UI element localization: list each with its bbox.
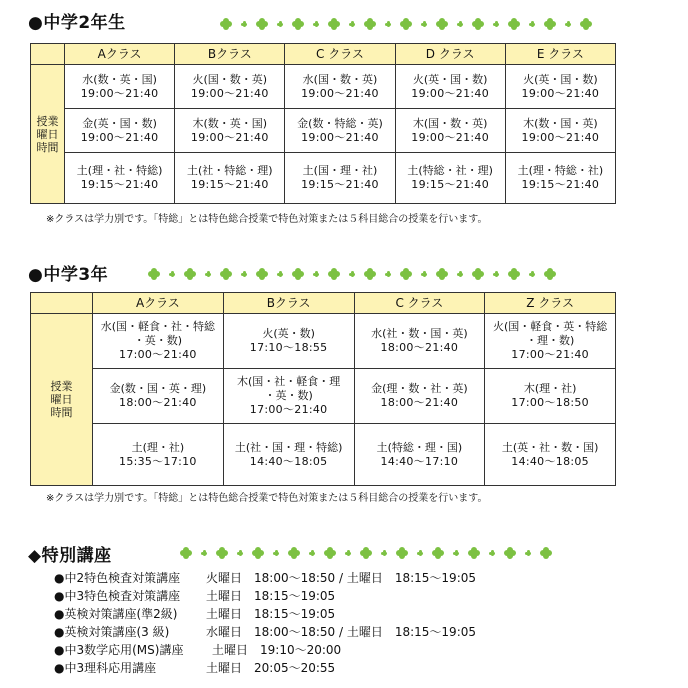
schedule-cell: 火(英・国・数) 19:00～21:40 [505,65,615,109]
special-heading: ◆特別講座 [28,546,112,566]
course-time: 土曜日 19:10～20:00 [212,643,342,657]
clover-icon [381,550,387,556]
table-row [31,109,616,153]
clover-icon [241,21,247,27]
schedule-cell: 火(国・軽食・英・特総 ・理・数) 17:00～21:40 [485,314,616,369]
schedule-cell: 土(社・特総・理) 19:15～21:40 [175,153,285,204]
class-header: C クラス [285,44,395,65]
table-corner [31,44,65,65]
schedule-cell: 木(国・数・英) 19:00～21:40 [395,109,505,153]
clover-icon [148,268,160,280]
schedule-cell: 水(社・数・国・英) 18:00～21:40 [354,314,485,369]
grade2-note: ※クラスは学力別です。「特総」とは特色総合授業で特色対策または５科目総合の授業を行います。 [46,214,488,225]
class-header: E クラス [505,44,615,65]
table-row [31,424,616,486]
schedule-cell: 水(数・英・国) 19:00～21:40 [65,65,175,109]
clover-icon [525,550,531,556]
grade3-heading: ●中学3年 [28,265,109,285]
clover-icon [400,18,412,30]
schedule-cell: 金(理・数・社・英) 18:00～21:40 [354,369,485,424]
course-name: ●英検対策講座(準2級) [54,607,178,621]
clover-icon [169,271,175,277]
schedule-cell: 土(特総・理・国) 14:40～17:10 [354,424,485,486]
clover-icon [313,21,319,27]
clover-icon [580,18,592,30]
clover-icon [529,21,535,27]
table-corner [31,293,93,314]
clover-decoration [148,268,556,280]
clover-icon [220,268,232,280]
clover-icon [277,21,283,27]
clover-icon [457,271,463,277]
class-header: Bクラス [175,44,285,65]
schedule-cell: 土(特総・社・理) 19:15～21:40 [395,153,505,204]
class-header: Aクラス [93,293,224,314]
clover-icon [328,268,340,280]
clover-icon [508,268,520,280]
table-row [31,369,616,424]
clover-icon [472,18,484,30]
clover-icon [436,18,448,30]
clover-icon [472,268,484,280]
clover-icon [364,18,376,30]
course-time: 土曜日 18:15～19:05 [206,589,336,603]
clover-icon [508,18,520,30]
clover-icon [544,18,556,30]
schedule-cell: 土(理・社) 15:35～17:10 [93,424,224,486]
course-name: ●中3理科応用講座 [54,661,157,675]
clover-icon [313,271,319,277]
clover-icon [540,547,552,559]
course-time: 土曜日 18:15～19:05 [206,607,336,621]
clover-icon [421,271,427,277]
clover-icon [400,268,412,280]
side-label: 授業 曜日 時間 [31,314,93,486]
table-row [31,153,616,204]
schedule-cell: 金(英・国・数) 19:00～21:40 [65,109,175,153]
clover-icon [349,21,355,27]
course-time: 土曜日 20:05～20:55 [206,661,336,675]
clover-icon [349,271,355,277]
course-name: ●英検対策講座(3 級) [54,625,170,639]
class-header: D クラス [395,44,505,65]
schedule-cell: 木(理・社) 17:00～18:50 [485,369,616,424]
clover-icon [277,271,283,277]
clover-icon [436,268,448,280]
grade3-schedule-table [30,292,616,486]
clover-icon [504,547,516,559]
clover-icon [396,547,408,559]
clover-icon [421,21,427,27]
clover-icon [328,18,340,30]
clover-icon [309,550,315,556]
schedule-cell: 火(英・数) 17:10～18:55 [223,314,354,369]
schedule-cell: 土(理・社・特総) 19:15～21:40 [65,153,175,204]
clover-icon [216,547,228,559]
clover-decoration [220,18,592,30]
schedule-cell: 土(国・理・社) 19:15～21:40 [285,153,395,204]
clover-icon [256,18,268,30]
clover-icon [201,550,207,556]
clover-icon [493,271,499,277]
side-label: 授業 曜日 時間 [31,65,65,204]
clover-icon [360,547,372,559]
clover-icon [385,21,391,27]
clover-icon [256,268,268,280]
clover-icon [184,268,196,280]
clover-icon [205,271,211,277]
clover-icon [292,268,304,280]
schedule-cell: 金(数・国・英・理) 18:00～21:40 [93,369,224,424]
clover-icon [364,268,376,280]
clover-icon [385,271,391,277]
clover-icon [241,271,247,277]
grade3-note: ※クラスは学力別です。「特総」とは特色総合授業で特色対策または５科目総合の授業を行います。 [46,493,488,504]
schedule-cell: 木(数・英・国) 19:00～21:40 [175,109,285,153]
clover-icon [292,18,304,30]
clover-icon [468,547,480,559]
course-name: ●中2特色検査対策講座 [54,571,181,585]
course-name: ●中3特色検査対策講座 [54,589,181,603]
grade2-heading: ●中学2年生 [28,13,126,33]
clover-icon [252,547,264,559]
class-header: Aクラス [65,44,175,65]
clover-icon [457,21,463,27]
schedule-cell: 水(国・軽食・社・特総 ・英・数) 17:00～21:40 [93,314,224,369]
schedule-cell: 火(英・国・数) 19:00～21:40 [395,65,505,109]
clover-icon [453,550,459,556]
clover-icon [544,268,556,280]
course-name: ●中3数学応用(MS)講座 [54,643,184,657]
class-header: C クラス [354,293,485,314]
schedule-cell: 土(理・特総・社) 19:15～21:40 [505,153,615,204]
schedule-cell: 木(数・国・英) 19:00～21:40 [505,109,615,153]
table-header-row [31,293,616,314]
class-header: Bクラス [223,293,354,314]
clover-icon [180,547,192,559]
table-row [31,314,616,369]
grade2-schedule-table [30,43,616,204]
schedule-cell: 火(国・数・英) 19:00～21:40 [175,65,285,109]
clover-icon [489,550,495,556]
class-header: Z クラス [485,293,616,314]
clover-icon [288,547,300,559]
clover-icon [417,550,423,556]
clover-icon [565,21,571,27]
table-header-row [31,44,616,65]
schedule-cell: 土(英・社・数・国) 14:40～18:05 [485,424,616,486]
clover-icon [432,547,444,559]
schedule-cell: 水(国・数・英) 19:00～21:40 [285,65,395,109]
course-time: 水曜日 18:00～18:50 / 土曜日 18:15～19:05 [206,625,477,639]
clover-icon [529,271,535,277]
clover-icon [324,547,336,559]
course-time: 火曜日 18:00～18:50 / 土曜日 18:15～19:05 [206,571,477,585]
schedule-cell: 土(社・国・理・特総) 14:40～18:05 [223,424,354,486]
clover-icon [220,18,232,30]
clover-icon [237,550,243,556]
clover-icon [273,550,279,556]
clover-icon [345,550,351,556]
schedule-cell: 木(国・社・軽食・理 ・英・数) 17:00～21:40 [223,369,354,424]
table-row [31,65,616,109]
clover-icon [493,21,499,27]
schedule-cell: 金(数・特総・英) 19:00～21:40 [285,109,395,153]
clover-decoration [180,547,552,559]
